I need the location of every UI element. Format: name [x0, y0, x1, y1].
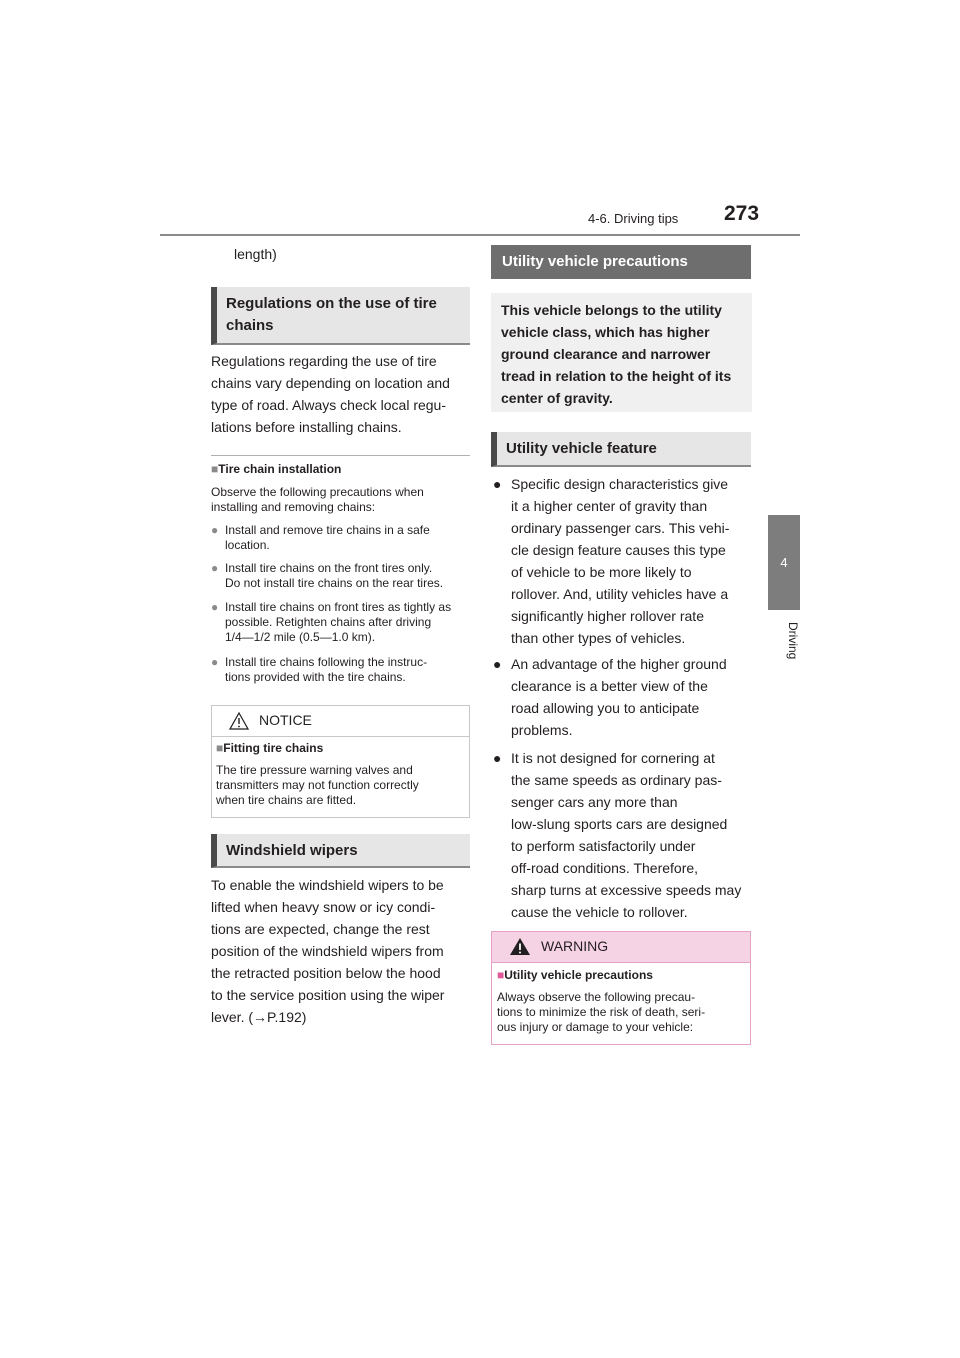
wipers-paragraph — [211, 874, 473, 1028]
text-line: installing and removing chains: — [211, 500, 376, 514]
text-line: tions to minimize the risk of death, seri- — [497, 1005, 706, 1019]
text-line: Install and remove tire chains in a safe — [225, 523, 430, 537]
notice-header — [212, 706, 469, 737]
section-heading-tire-chains — [211, 287, 470, 345]
feature-item — [493, 473, 755, 649]
bullet-icon: ● — [211, 600, 219, 614]
feature-item — [493, 747, 755, 923]
text-line: Install tire chains on front tires as tightly as — [225, 600, 452, 614]
square-bullet-icon: ■ — [216, 741, 224, 755]
section-heading-utility: Utility vehicle precautions — [491, 245, 751, 279]
text-line: Always observe the following precau- — [497, 990, 696, 1004]
text-line: to perform satisfactorily under — [511, 838, 696, 854]
text-line: to the service position using the wiper — [211, 987, 445, 1003]
regulations-paragraph — [211, 350, 471, 438]
utility-intro — [491, 293, 752, 412]
bullet-icon: ● — [211, 655, 219, 669]
install-item — [211, 600, 473, 645]
text-line: sharp turns at excessive speeds may — [511, 882, 742, 898]
text-line: problems. — [511, 722, 573, 738]
text-line: cle design feature causes this type — [511, 542, 726, 558]
notice-text — [216, 763, 469, 808]
text-line: lations before installing chains. — [211, 419, 402, 435]
square-bullet-icon: ■ — [497, 968, 505, 982]
install-item — [211, 561, 473, 591]
warning-header — [492, 932, 750, 963]
text-line: than other types of vehicles. — [511, 630, 686, 646]
text-line: tions are expected, change the rest — [211, 921, 430, 937]
text-line: position of the windshield wipers from — [211, 943, 444, 959]
bullet-icon: ● — [493, 750, 502, 766]
bullet-icon: ● — [211, 523, 219, 537]
text-line: Specific design characteristics give — [511, 476, 729, 492]
text-line: The tire pressure warning valves and — [216, 763, 413, 777]
text-line: road allowing you to anticipate — [511, 700, 700, 716]
warning-title: WARNING — [541, 938, 609, 954]
text-line: of vehicle to be more likely to — [511, 564, 692, 580]
text-line: lifted when heavy snow or icy condi- — [211, 899, 436, 915]
text-line: center of gravity. — [501, 390, 613, 406]
text-line: ordinary passenger cars. This vehi- — [511, 520, 730, 536]
install-intro — [211, 485, 471, 515]
text-line: 1/4—1/2 mile (0.5—1.0 km). — [225, 630, 376, 644]
text-line: senger cars any more than — [511, 794, 678, 810]
heading-line: chains — [226, 317, 274, 334]
text-line: off-road conditions. Therefore, — [511, 860, 699, 876]
chapter-tab: 4 — [768, 515, 800, 610]
divider — [211, 455, 470, 456]
install-heading — [211, 462, 341, 476]
notice-box — [211, 705, 470, 818]
text-line: An advantage of the higher ground — [511, 656, 727, 672]
text-line: rollover. And, utility vehicles have a — [511, 586, 729, 602]
square-bullet-icon: ■ — [211, 462, 219, 476]
install-item — [211, 655, 473, 685]
chapter-label: Driving — [786, 622, 800, 660]
notice-title: NOTICE — [259, 712, 312, 728]
text-line: location. — [225, 538, 270, 552]
heading-line: Regulations on the use of tire — [226, 295, 437, 312]
text-line: This vehicle belongs to the utility — [501, 302, 722, 318]
text-line: Install tire chains following the instruc- — [225, 655, 428, 669]
text-line: the retracted position below the hood — [211, 965, 441, 981]
section-title: 4-6. Driving tips — [588, 211, 679, 226]
text-line: Install tire chains on the front tires only. — [225, 561, 433, 575]
text-line: the same speeds as ordinary pas- — [511, 772, 722, 788]
text-line: To enable the windshield wipers to be — [211, 877, 444, 893]
text-line: lever. (→P.192) — [211, 1009, 307, 1025]
notice-heading — [216, 741, 469, 755]
text-line: Regulations regarding the use of tire — [211, 353, 437, 369]
text-line: vehicle class, which has higher — [501, 324, 710, 340]
text-line: tread in relation to the height of its — [501, 368, 732, 384]
feature-item — [493, 653, 755, 741]
text-line: when tire chains are fitted. — [216, 793, 357, 807]
warning-text — [497, 990, 750, 1035]
text-line: transmitters may not function correctly — [216, 778, 419, 792]
text-line: It is not designed for cornering at — [511, 750, 715, 766]
text-line: chains vary depending on location and — [211, 375, 450, 391]
text-line: possible. Retighten chains after driving — [225, 615, 432, 629]
notice-heading-text: Fitting tire chains — [223, 741, 324, 755]
text-line: tions provided with the tire chains. — [225, 670, 406, 684]
warning-heading-text: Utility vehicle precautions — [504, 968, 653, 982]
header-rule — [160, 234, 800, 236]
section-heading-feature: Utility vehicle feature — [491, 432, 751, 467]
text-line: type of road. Always check local regu- — [211, 397, 447, 413]
text-line: ground clearance and narrower — [501, 346, 711, 362]
warning-triangle-icon — [509, 937, 531, 956]
bullet-icon: ● — [493, 476, 502, 492]
caution-triangle-icon — [229, 712, 249, 730]
text-line: Observe the following precautions when — [211, 485, 424, 499]
install-item — [211, 523, 473, 553]
page-number: 273 — [724, 202, 760, 225]
text-line: low-slung sports cars are designed — [511, 816, 728, 832]
text-line: cause the vehicle to rollover. — [511, 904, 688, 920]
text-line: clearance is a better view of the — [511, 678, 708, 694]
install-heading-text: Tire chain installation — [218, 462, 342, 476]
warning-box — [491, 931, 751, 1045]
text-line: it a higher center of gravity than — [511, 498, 708, 514]
text-line: Do not install tire chains on the rear tires. — [225, 576, 444, 590]
text-line: ous injury or damage to your vehicle: — [497, 1020, 694, 1034]
section-heading-wipers: Windshield wipers — [211, 834, 470, 868]
warning-heading — [497, 968, 750, 982]
continuation-text: length) — [234, 246, 277, 262]
text-line: significantly higher rollover rate — [511, 608, 704, 624]
bullet-icon: ● — [493, 656, 502, 672]
bullet-icon: ● — [211, 561, 219, 575]
